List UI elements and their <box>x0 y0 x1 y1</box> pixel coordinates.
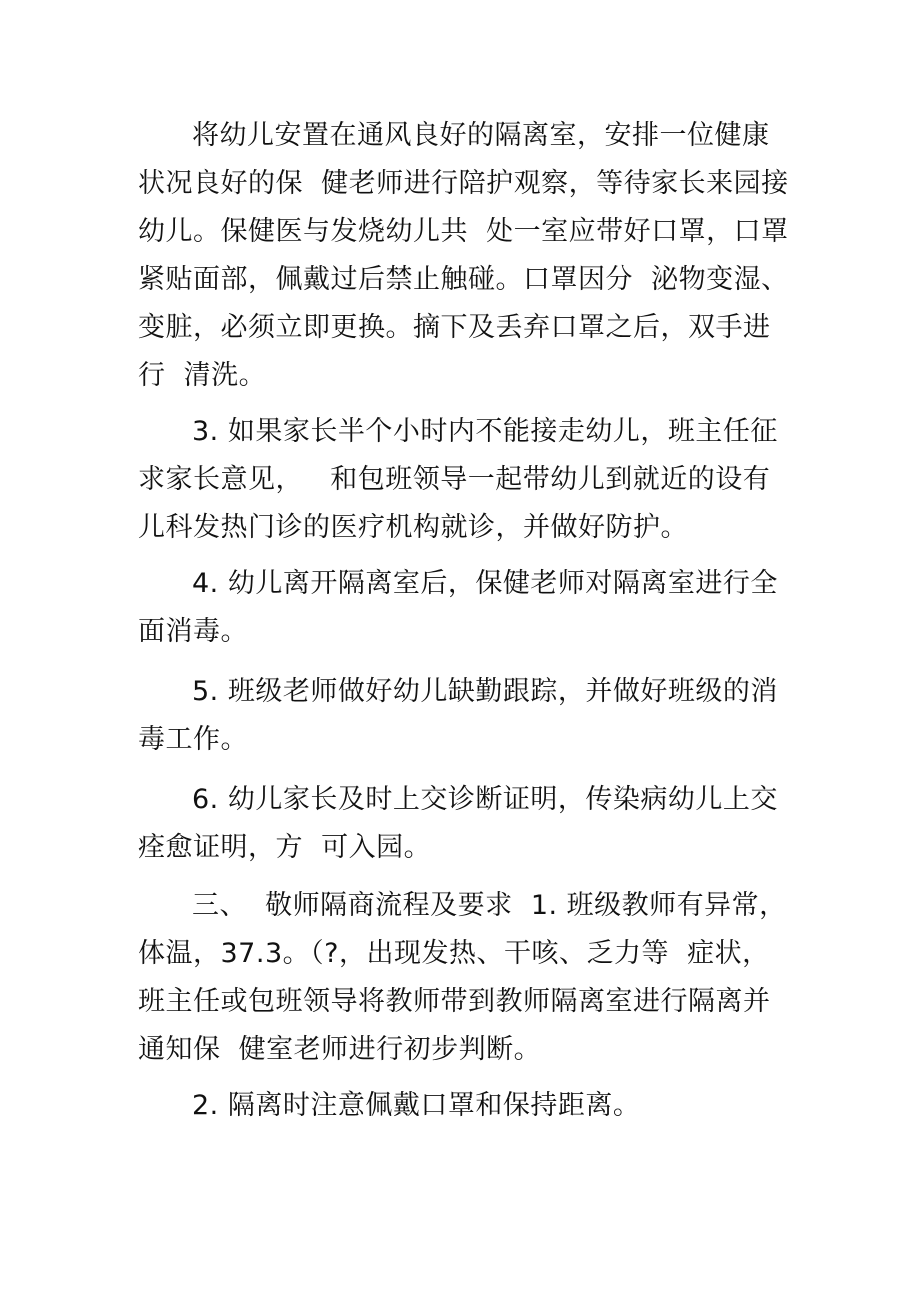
paragraph-isolation-care <box>138 112 798 400</box>
paragraph-item-3 <box>138 408 798 552</box>
text-line: 毒工作。 <box>138 724 248 755</box>
text-line: 面消毒。 <box>138 616 248 647</box>
text-line: 痊愈证明，方 可入园。 <box>138 832 432 863</box>
paragraph-item-4 <box>138 560 798 656</box>
text-line: 将幼儿安置在通风良好的隔离室，安排一位健康 <box>192 120 770 151</box>
text-line: 紧贴面部，佩戴过后禁止触碰。口罩因分 泌物变湿、 <box>138 264 789 295</box>
text-line: 班主任或包班领导将教师带到教师隔离室进行隔离并 <box>138 986 771 1017</box>
paragraph-item-5 <box>138 668 798 764</box>
text-line: 5. 班级老师做好幼儿缺勤跟踪，并做好班级的消 <box>192 676 778 707</box>
text-line: 体温，37.3。（?，出现发热、干咳、乏力等 症状， <box>138 938 770 969</box>
text-line: 三、 敬师隔商流程及要求 1. 班级教师有异常， <box>192 890 787 921</box>
paragraph-section-3-item-2 <box>138 1082 798 1130</box>
text-line: 6. 幼儿家长及时上交诊断证明，传染病幼儿上交 <box>192 784 778 815</box>
text-line: 4. 幼儿离开隔离室后，保健老师对隔离室进行全 <box>192 568 778 599</box>
text-line: 2. 隔离时注意佩戴口罩和保持距离。 <box>192 1090 641 1121</box>
text-line: 幼儿。保健医与发烧幼儿共 处一室应带好口罩，口罩 <box>138 216 789 247</box>
text-line: 3. 如果家长半个小时内不能接走幼儿，班主任征 <box>192 416 778 447</box>
paragraph-item-6 <box>138 776 798 872</box>
text-line: 行 清洗。 <box>138 360 267 391</box>
paragraph-section-3 <box>138 882 798 1074</box>
text-line: 变脏，必须立即更换。摘下及丢弃口罩之后，双手进 <box>138 312 771 343</box>
text-line: 状况良好的保 健老师进行陪护观察，等待家长来园接 <box>138 168 789 199</box>
text-line: 通知保 健室老师进行初步判断。 <box>138 1034 542 1065</box>
text-line: 求家长意见， 和包班领导一起带幼儿到就近的设有 <box>138 464 771 495</box>
text-line: 儿科发热门诊的医疗机构就诊，并做好防护。 <box>138 512 688 543</box>
